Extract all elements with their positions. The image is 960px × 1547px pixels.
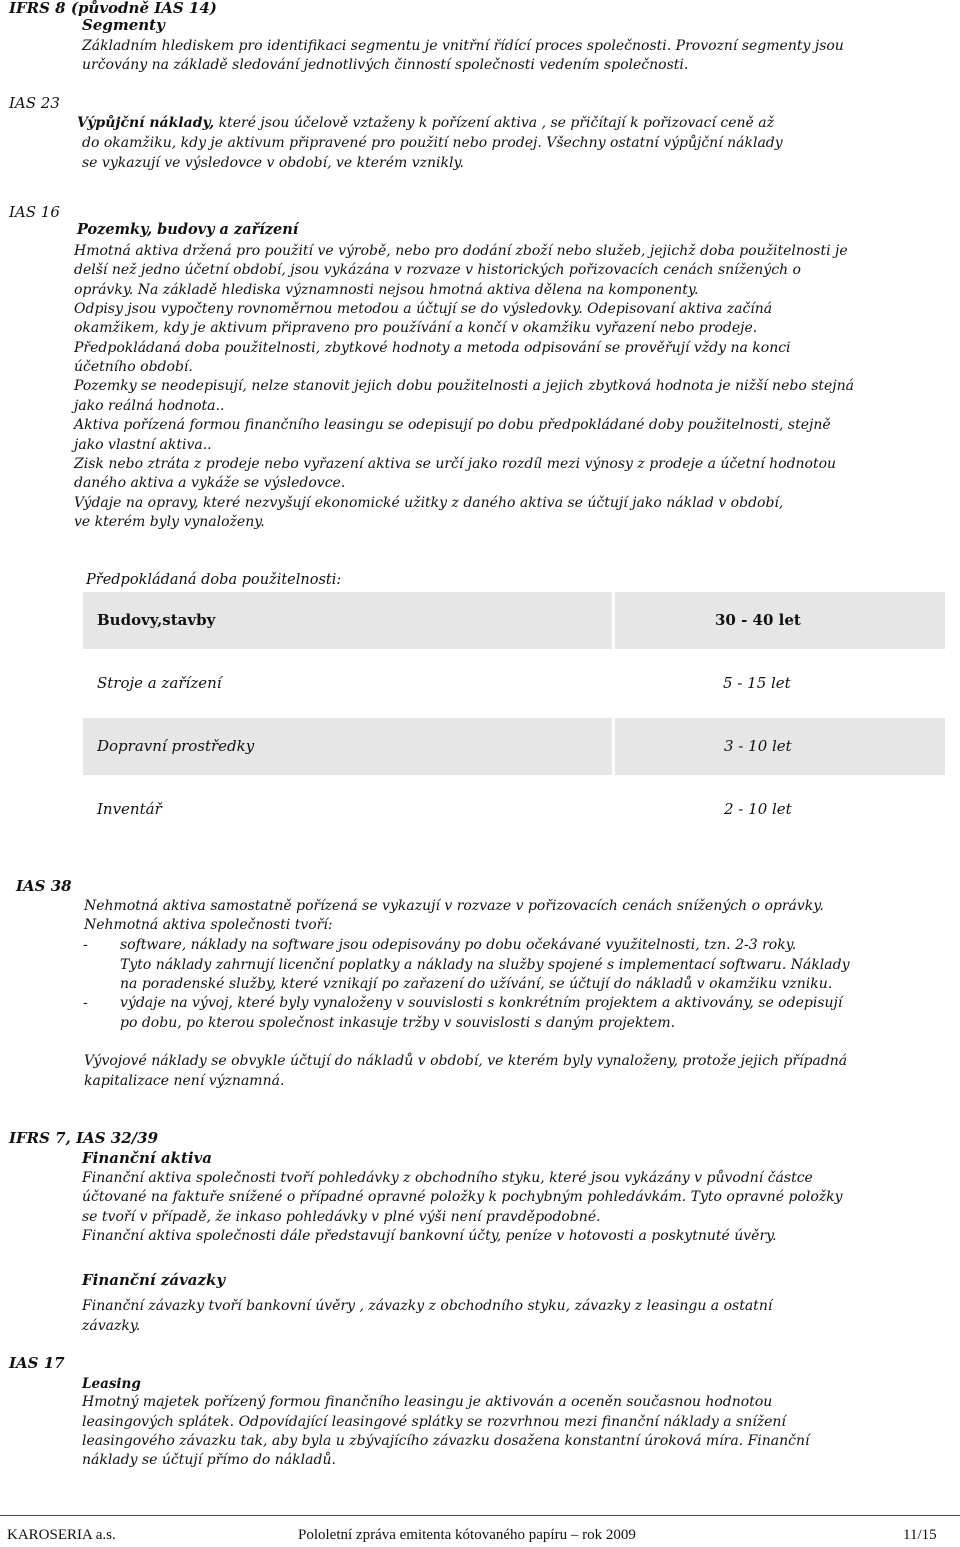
ias17-line: Hmotný majetek pořízený formou finančního leasingu je aktivován a oceněn současnou hodnotou	[82, 1394, 773, 1410]
useful-life-caption: Předpokládaná doba použitelnosti:	[86, 572, 342, 588]
heading-segmenty: Segmenty	[82, 16, 165, 34]
ias16-line: ve kterém byly vynaloženy.	[74, 514, 265, 530]
table-cell-label: Inventář	[97, 800, 162, 818]
table-cell-value: 30 - 40 let	[715, 611, 801, 629]
table-cell-label: Budovy,stavby	[97, 611, 216, 629]
ias17-line: náklady se účtují přímo do nákladů.	[82, 1452, 336, 1468]
ias23-line-1	[77, 114, 774, 133]
table-cell-value: 3 - 10 let	[724, 737, 792, 755]
table-cell-value: 2 - 10 let	[724, 800, 792, 818]
ias16-line: jako vlastní aktiva..	[74, 437, 212, 453]
table-cell-value: 5 - 15 let	[723, 674, 791, 692]
ifrs7-line: účtované na faktuře snížené o případné opravné položky k pochybným pohledávkám. Tyto opravné položky	[82, 1189, 843, 1205]
ias16-line: daného aktiva a vykáže se výsledovce.	[74, 475, 346, 491]
section-ref-ifrs8: IFRS 8 (původně IAS 14)	[9, 0, 217, 17]
ias38-bullet-line: software, náklady na software jsou odepisovány po dobu očekávané využitelnosti, tzn. 2-3 roky.	[120, 937, 797, 953]
bullet-dash: -	[83, 937, 88, 953]
section-ref-ias23: IAS 23	[9, 94, 60, 112]
ias38-bullet-line: Tyto náklady zahrnují licenční poplatky a náklady na služby spojené s implementací softwaru. Náklady	[120, 957, 850, 973]
ifrs7-line2: Finanční závazky tvoří bankovní úvěry , závazky z obchodního styku, závazky z leasingu a ostatní	[82, 1298, 773, 1314]
ias23-bold-lead: Výpůjční náklady,	[77, 115, 215, 131]
ias17-line: leasingových splátek. Odpovídající leasingové splátky se rozvrhnou mezi finanční náklady a snížení	[82, 1414, 786, 1430]
ias16-line: účetního období.	[74, 359, 193, 375]
ifrs7-line: se tvoří v případě, že inkaso pohledávky v plné výši není pravděpodobné.	[82, 1209, 601, 1225]
ias16-line: delší než jedno účetní období, jsou vykázána v rozvaze v historických pořizovacích cenách snížených o	[74, 262, 801, 278]
bullet-dash: -	[83, 995, 88, 1011]
ias38-closing-line: kapitalizace není významná.	[84, 1073, 285, 1089]
ias16-line: jako reálná hodnota..	[74, 398, 225, 414]
table-row	[83, 592, 945, 649]
ias16-line: Hmotná aktiva držená pro použití ve výrobě, nebo pro dodání zboží nebo služeb, jejichž doba použitelnosti je	[74, 243, 848, 259]
ias16-line: Odpisy jsou vypočteny rovnoměrnou metodou a účtují se do výsledovky. Odepisovaní aktiva začíná	[74, 301, 773, 317]
ias16-line: oprávky. Na základě hlediska významnosti nejsou hmotná aktiva dělena na komponenty.	[74, 282, 699, 298]
ifrs7-line: Finanční aktiva společnosti dále představují bankovní účty, peníze v hotovosti a poskytnuté úvěry.	[82, 1228, 777, 1244]
footer-company: KAROSERIA a.s.	[7, 1527, 116, 1543]
table-row	[83, 718, 945, 775]
table-divider	[612, 718, 615, 775]
section-ref-ias16: IAS 16	[9, 203, 60, 221]
ifrs7-line: Finanční aktiva společnosti tvoří pohledávky z obchodního styku, které jsou vykázány v původní částce	[82, 1170, 813, 1186]
footer-rule	[0, 1515, 960, 1516]
heading-pozemky: Pozemky, budovy a zařízení	[77, 221, 299, 238]
ias38-bullet-line: výdaje na vývoj, které byly vynaloženy v souvislosti s konkrétním projektem a aktivovány, se odepisují	[120, 995, 843, 1011]
ias23-line-1-rest: které jsou účelově vztaženy k pořízení aktiva , se přičítají k pořizovací ceně až	[214, 115, 775, 131]
ias16-line: Výdaje na opravy, které nezvyšují ekonomické užitky z daného aktiva se účtují jako náklad v období,	[74, 495, 784, 511]
ias16-line: Aktiva pořízená formou finančního leasingu se odepisují po dobu předpokládané doby použitelnosti, stejně	[74, 417, 831, 433]
table-divider	[612, 592, 615, 649]
ifrs8-line-2: určovány na základě sledování jednotlivých činností společnosti vedením společnosti.	[82, 57, 689, 73]
section-ref-ias17: IAS 17	[9, 1354, 65, 1372]
ias38-bullet-line: na poradenské služby, které vznikají po zařazení do užívání, se účtují do nákladů v okamžiku vzniku.	[120, 976, 833, 992]
footer-page-number: 11/15	[903, 1527, 937, 1543]
heading-leasing: Leasing	[82, 1376, 141, 1392]
ias38-closing-line: Vývojové náklady se obvykle účtují do nákladů v období, ve kterém byly vynaloženy, protože jejich případná	[84, 1053, 848, 1069]
ifrs7-line2: závazky.	[82, 1318, 141, 1334]
section-ref-ifrs7: IFRS 7, IAS 32/39	[9, 1129, 159, 1147]
ias23-line-3: se vykazují ve výsledovce v období, ve kterém vznikly.	[82, 155, 464, 171]
footer-title: Pololetní zpráva emitenta kótovaného papíru – rok 2009	[298, 1527, 636, 1543]
ias16-line: Zisk nebo ztráta z prodeje nebo vyřazení aktiva se určí jako rozdíl mezi výnosy z prodeje a účetní hodnotou	[74, 456, 837, 472]
ias16-line: Předpokládaná doba použitelnosti, zbytkové hodnoty a metoda odpisování se prověřují vždy na konci	[74, 340, 791, 356]
ifrs8-line-1: Základním hlediskem pro identifikaci segmentu je vnitřní řídící proces společnosti. Provozní segmenty jsou	[82, 38, 844, 54]
ias38-line: Nehmotná aktiva společnosti tvoří:	[84, 917, 333, 933]
table-cell-label: Dopravní prostředky	[97, 737, 255, 755]
ias38-line: Nehmotná aktiva samostatně pořízená se vykazují v rozvaze v pořizovacích cenách snížených o oprávky.	[84, 898, 824, 914]
section-ref-ias38: IAS 38	[16, 877, 72, 895]
heading-financni-zavazky: Finanční závazky	[82, 1271, 226, 1289]
ias23-line-2: do okamžiku, kdy je aktivum připravené pro použití nebo prodej. Všechny ostatní výpůjční náklady	[82, 135, 783, 151]
ias17-line: leasingového závazku tak, aby byla u zbývajícího závazku dosažena konstantní úroková míra. Finanční	[82, 1433, 810, 1449]
table-row	[83, 781, 945, 838]
heading-financni-aktiva: Finanční aktiva	[82, 1149, 213, 1167]
table-cell-label: Stroje a zařízení	[97, 674, 222, 692]
ias16-line: Pozemky se neodepisují, nelze stanovit jejich dobu použitelnosti a jejich zbytková hodnota je nižší nebo stejná	[74, 378, 854, 394]
ias38-bullet-line: po dobu, po kterou společnost inkasuje tržby v souvislosti s daným projektem.	[120, 1015, 676, 1031]
ias16-line: okamžikem, kdy je aktivum připraveno pro používání a končí v okamžiku vyřazení nebo prodeje.	[74, 320, 758, 336]
table-row	[83, 655, 945, 712]
